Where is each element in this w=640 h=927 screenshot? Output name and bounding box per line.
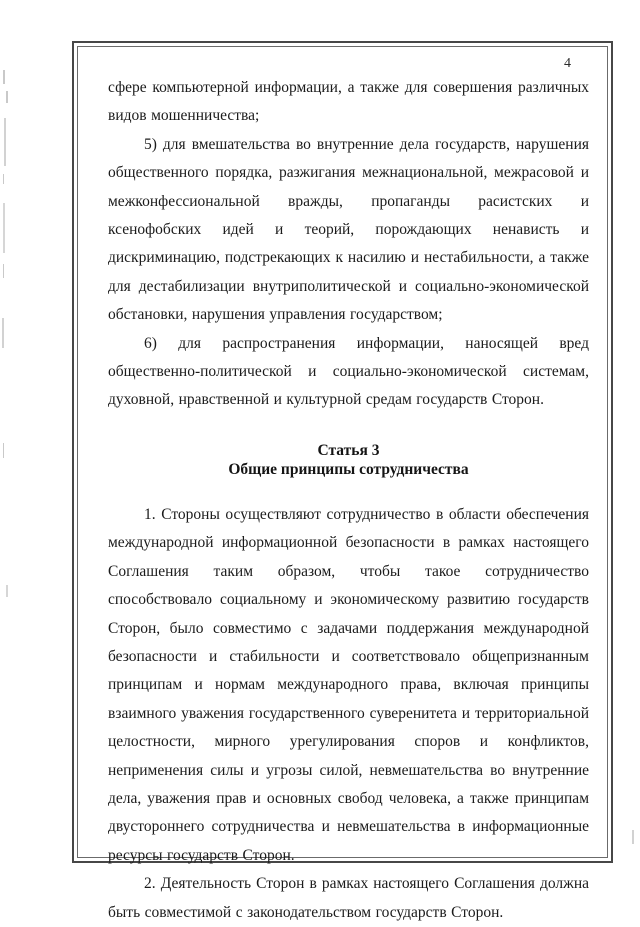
page-content	[78, 47, 607, 921]
scan-artifact	[2, 318, 4, 348]
scan-artifact	[6, 91, 8, 103]
paragraph-item-5: 5) для вмешательства во внутренние дела государств, нарушения общественного порядка, разжигания межнациональной, межрасовой и межконфессиональной вражды, пропаганды расистских и ксенофобских идей и теорий, порождающих ненависть и дискриминацию, подстрекающих к насилию и нестабильности, а также для дестабилизации внутриполитической и социально-экономической обстановки, нарушения управления государством;	[108, 135, 589, 324]
paragraph-article-2: 2. Деятельность Сторон в рамках настоящего Соглашения должна быть совместимой с законодательством государств Сторон.	[108, 875, 589, 921]
scan-artifact	[3, 443, 4, 458]
scan-artifact	[3, 70, 5, 84]
article-title: Статья 3	[317, 441, 380, 459]
scan-artifact	[4, 118, 6, 166]
page-frame	[72, 41, 613, 921]
scan-artifact	[6, 585, 8, 597]
scan-artifact	[3, 264, 4, 278]
article-heading	[108, 441, 589, 480]
paragraph-continuation: сфере компьютерной информации, а также для совершения различных видов мошенничества;	[108, 79, 589, 125]
scan-artifact	[3, 203, 5, 253]
paragraph-article-1: 1. Стороны осуществляют сотрудничество в области обеспечения международной информационной безопасности в рамках настоящего Соглашения таким образом, чтобы такое сотрудничество способствовало социальному и экономическому развитию государств Сторон, было совместимо с задачами поддержания международной безопасности и стабильности и соответствовало общепризнанным принципам и нормам международного права, включая принципы взаимного уважения государственного суверенитета и территориальной целостности, мирного урегулирования споров и конфликтов, неприменения силы и угрозы силой, невмешательства во внутренние дела, уважения прав и основных свобод человека, а также принципам двустороннего сотрудничества и невмешательства в информационные ресурсы государств Сторон.	[108, 505, 589, 864]
scan-artifact	[3, 174, 4, 184]
article-subtitle: Общие принципы сотрудничества	[228, 461, 469, 479]
page-number: 4	[564, 56, 571, 71]
paragraph-item-6: 6) для распространения информации, наносящей вред общественно-политической и социально-экономической системам, духовной, нравственной и культурной средам государств Сторон.	[108, 334, 589, 409]
page-frame-inner	[77, 46, 608, 921]
scan-artifact	[632, 830, 634, 844]
